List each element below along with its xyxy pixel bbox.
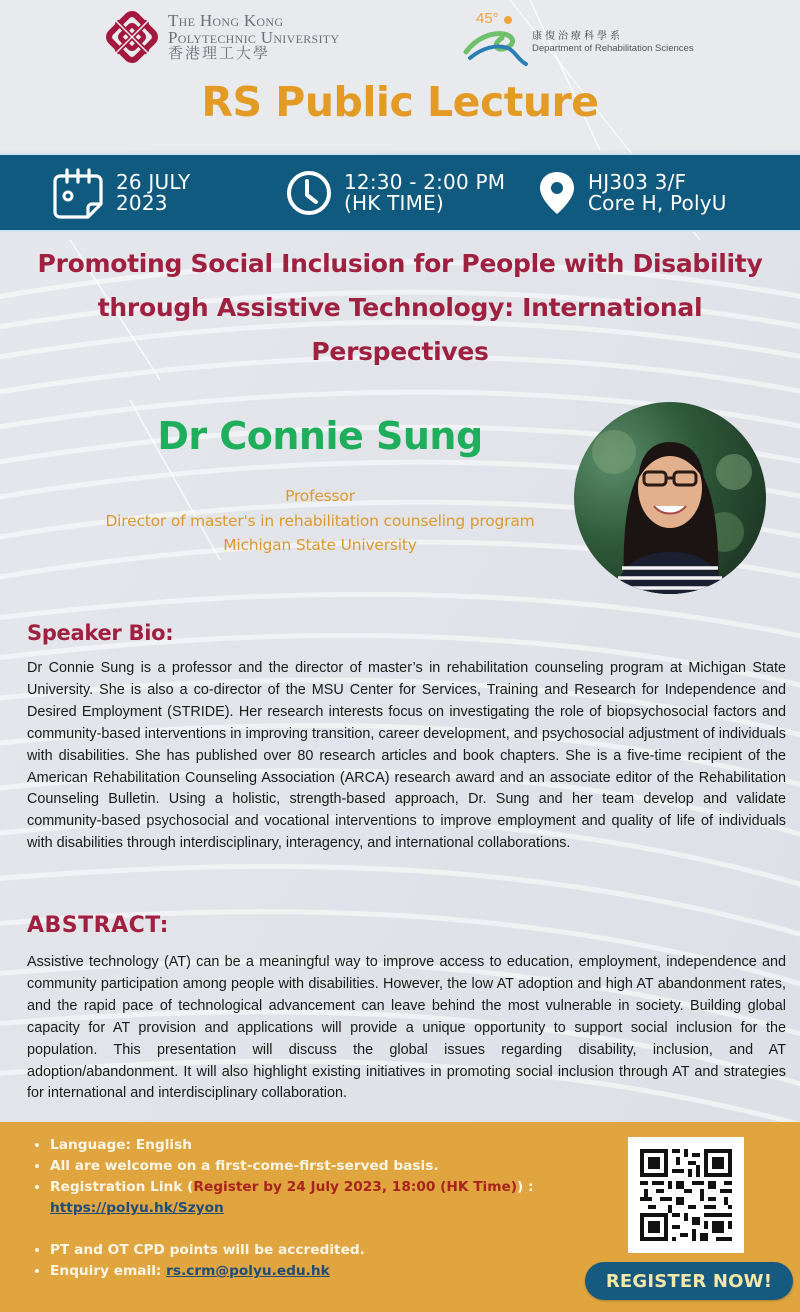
ribbon-logo-icon <box>462 8 530 68</box>
date-line1: 26 JULY <box>116 169 191 194</box>
event-date <box>52 155 190 230</box>
speaker-position: Professor <box>285 487 355 505</box>
register-now-button[interactable]: REGISTER NOW! <box>585 1262 793 1300</box>
polyu-name-line1: The Hong Kong <box>168 11 284 30</box>
date-line2: 2023 <box>116 190 168 215</box>
list-item-enquiry <box>50 1261 560 1282</box>
speaker-affiliation <box>80 484 560 558</box>
list-item-cpd: • PT and OT CPD points will be accredited. <box>50 1240 560 1261</box>
time-line2: (HK TIME) <box>344 190 444 215</box>
venue-line2: Core H, PolyU <box>588 190 727 215</box>
registration-deadline: Register by 24 July 2023, 18:00 (HK Time) <box>193 1179 518 1195</box>
page-title: RS Public Lecture <box>201 78 599 126</box>
abstract-text: Assistive technology (AT) can be a meaningful way to improve access to education, employment, independence and community participation among people with disabilities. However, the low AT adoption and high AT abandonment rates, and the rapid pace of technological advancement can leave behind the most vulnerable in society. Building global capacity for AT provision and applications will provide a unique opportunity to support social inclusion for the population. This presentation will discuss the global issues regarding disability, inclusion, and AT adoption/abandonment. It will also highlight existing initiatives in promoting social inclusion through AT and strategies for international and interdisciplinary collaboration. <box>27 954 786 1102</box>
speaker-bio-heading: Speaker Bio: <box>27 621 174 645</box>
event-info-bar <box>0 153 800 232</box>
speaker-photo <box>574 402 766 594</box>
speaker-bio-text: Dr Connie Sung is a professor and the director of master’s in rehabilitation counseling program at Michigan State University. She is also a co-director of the MSU Center for Services, Training and Research for Independence and Desired Employment (STRIDE). Her research interests focus on investigating the role of biopsychosocial factors and community-based interventions in improving transition, career development, and psychosocial adjustment of individuals with disabilities. She has published over 80 research articles and book chapters. She is a five-time recipient of the American Rehabilitation Counseling Association (ARCA) research award and an associate editor of the Rehabilitation Counseling Bulletin. Using a holistic, strength-based approach, Dr. Sung and her team develop and validate community-based psychosocial and vocational interventions to improve employment and quality of life of individuals with disabilities through interdisciplinary, interagency, and international collaborations. <box>27 660 786 852</box>
lecture-title-line: Perspectives <box>311 337 489 366</box>
lecture-title <box>10 242 790 374</box>
calendar-icon <box>52 166 104 220</box>
abstract-heading: ABSTRACT: <box>27 913 169 938</box>
event-time <box>286 155 505 230</box>
clock-icon <box>286 170 332 216</box>
anniversary-label: 45° <box>476 10 499 27</box>
registration-label: Registration Link ( <box>50 1179 194 1195</box>
qr-code-icon <box>628 1137 744 1253</box>
speaker-institution: Michigan State University <box>223 536 417 554</box>
lecture-title-line: through Assistive Technology: International <box>97 293 703 322</box>
registration-close: ) : <box>517 1179 534 1195</box>
lecture-title-line: Promoting Social Inclusion for People with Disability <box>37 249 763 278</box>
enquiry-label: Enquiry email: <box>50 1263 167 1279</box>
polyu-name-line2: Polytechnic University <box>168 28 340 47</box>
location-pin-icon <box>538 170 576 216</box>
speaker-role: Director of master's in rehabilitation counseling program <box>105 511 535 530</box>
list-item-language: • Language: English <box>50 1135 560 1156</box>
dept-name-chinese: 康復治療科學系 <box>532 31 623 43</box>
enquiry-email-link[interactable]: rs.crm@polyu.edu.hk <box>166 1263 330 1279</box>
dept-name-english: Department of Rehabilitation Sciences <box>532 43 694 55</box>
rehab-sciences-logo <box>462 8 722 68</box>
polyu-name-chinese: 香港理工大學 <box>168 46 271 62</box>
polyu-knot-logo-icon <box>104 9 160 65</box>
event-venue <box>538 155 727 230</box>
list-item-welcome: • All are welcome on a first-come-first-served basis. <box>50 1156 560 1177</box>
speaker-portrait-icon <box>574 402 766 594</box>
polyu-logo <box>104 8 404 66</box>
event-details-list <box>32 1135 560 1282</box>
time-line1: 12:30 - 2:00 PM <box>344 169 506 194</box>
venue-line1: HJ303 3/F <box>588 169 687 194</box>
registration-link[interactable]: https://polyu.hk/Szyon <box>50 1200 224 1216</box>
registration-qr-code[interactable] <box>628 1137 744 1253</box>
speaker-name: Dr Connie Sung <box>157 414 483 458</box>
list-item-registration <box>50 1177 560 1219</box>
